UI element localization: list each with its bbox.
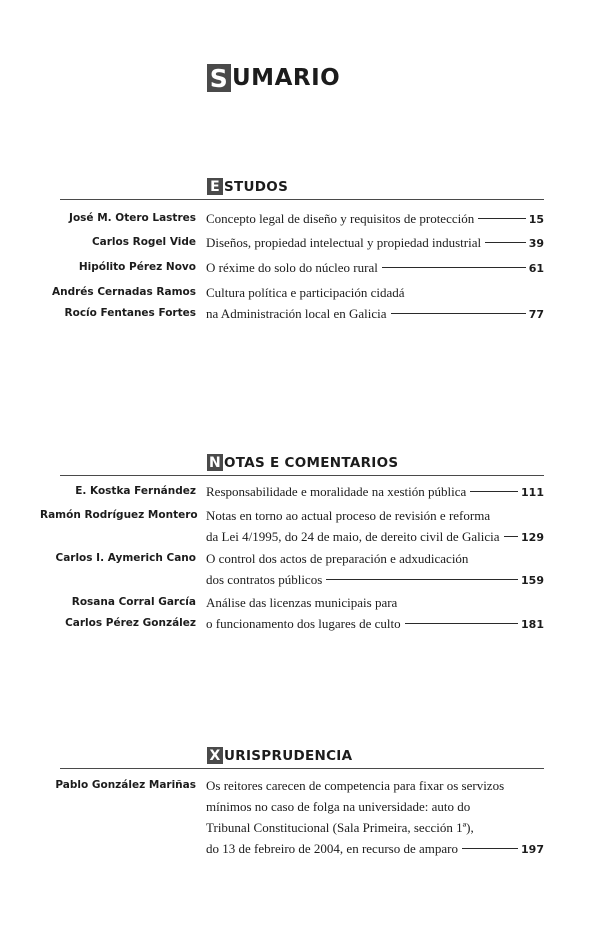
entry-authors <box>40 481 196 502</box>
author-name: Carlos Rogel Vide <box>91 236 196 248</box>
title-line: Análise das licenzas municipais para <box>206 595 398 610</box>
page-title-initial: S <box>207 64 231 92</box>
entry-title <box>206 232 544 254</box>
title-line: o funcionamento dos lugares de culto <box>206 616 401 631</box>
page-title <box>207 64 340 92</box>
section-divider <box>60 475 544 476</box>
page-number: 197 <box>521 843 544 856</box>
title-line: na Administración local en Galicia <box>206 306 387 321</box>
title-line: Notas en torno ao actual proceso de revisión e reforma <box>206 508 491 523</box>
title-line: da Lei 4/1995, do 24 de maio, de dereito civil de Galicia <box>206 529 500 544</box>
author-name: Carlos Pérez González <box>65 617 196 629</box>
author-name: Rocío Fentanes Fortes <box>64 307 196 319</box>
section-heading-rest: OTAS E COMENTARIOS <box>224 454 399 471</box>
author-name: Hipólito Pérez Novo <box>78 261 196 273</box>
entry-title <box>206 775 544 860</box>
entry-authors <box>40 548 196 569</box>
entry-title <box>206 592 544 635</box>
dot-leader <box>478 218 525 219</box>
page-number: 15 <box>528 213 544 226</box>
title-line: do 13 de febreiro de 2004, en recurso de amparo <box>206 841 458 856</box>
title-line: Cultura política e participación cidadá <box>206 285 405 300</box>
title-line: O control dos actos de preparación e adxudicación <box>206 551 469 566</box>
author-name: E. Kostka Fernández <box>75 485 196 497</box>
entry-authors <box>40 282 196 324</box>
title-line: O réxime do solo do núcleo rural <box>206 260 378 275</box>
entry-title <box>206 481 544 503</box>
dot-leader <box>405 623 518 624</box>
page-number: 181 <box>521 618 544 631</box>
dot-leader <box>391 313 526 314</box>
page-number: 159 <box>521 574 544 587</box>
section-heading-initial: N <box>208 454 222 471</box>
section-heading-rest: URISPRUDENCIA <box>224 747 353 764</box>
section-heading <box>207 178 288 195</box>
entry-authors <box>40 208 196 229</box>
section-divider <box>60 768 544 769</box>
author-name: Rosana Corral García <box>71 596 196 608</box>
entry-title <box>206 257 544 279</box>
entry-authors <box>40 232 196 253</box>
section-heading-initial: E <box>207 178 223 195</box>
title-line: Os reitores carecen de competencia para fixar os servizos <box>206 778 505 793</box>
author-name: Andrés Cernadas Ramos <box>52 286 196 298</box>
page-number: 77 <box>528 308 544 321</box>
title-line: Concepto legal de diseño y requisitos de protección <box>206 211 475 226</box>
page-title-rest: UMARIO <box>232 65 341 91</box>
entry-authors <box>40 505 196 526</box>
page-number: 39 <box>528 237 544 250</box>
entry-authors <box>40 592 196 634</box>
dot-leader <box>504 536 519 537</box>
dot-leader <box>326 579 518 580</box>
page-number: 129 <box>521 531 544 544</box>
title-line: dos contratos públicos <box>206 572 323 587</box>
dot-leader <box>485 242 526 243</box>
entry-title <box>206 208 544 230</box>
page-number: 111 <box>521 486 544 499</box>
dot-leader <box>470 491 518 492</box>
entry-authors <box>40 257 196 278</box>
dot-leader <box>382 267 526 268</box>
title-line: Responsabilidade e moralidade na xestión pública <box>206 484 467 499</box>
author-name: Pablo González Mariñas <box>55 779 196 791</box>
section-divider <box>60 199 544 200</box>
page-number: 61 <box>528 262 544 275</box>
title-line: Tribunal Constitucional (Sala Primeira, sección 1ª), <box>206 820 474 835</box>
title-line: mínimos no caso de folga na universidade: auto do <box>206 799 471 814</box>
section-heading <box>207 454 398 471</box>
author-name: Ramón Rodríguez Montero <box>40 509 198 521</box>
dot-leader <box>462 848 518 849</box>
section-heading <box>207 747 352 764</box>
entry-title <box>206 505 544 548</box>
entry-authors <box>40 775 196 796</box>
author-name: Carlos I. Aymerich Cano <box>55 552 196 564</box>
entry-title <box>206 282 544 325</box>
title-line: Diseños, propiedad intelectual y propiedad industrial <box>206 235 482 250</box>
section-heading-initial: X <box>207 747 223 764</box>
section-heading-rest: STUDOS <box>224 178 289 195</box>
author-name: José M. Otero Lastres <box>69 212 196 224</box>
entry-title <box>206 548 544 591</box>
